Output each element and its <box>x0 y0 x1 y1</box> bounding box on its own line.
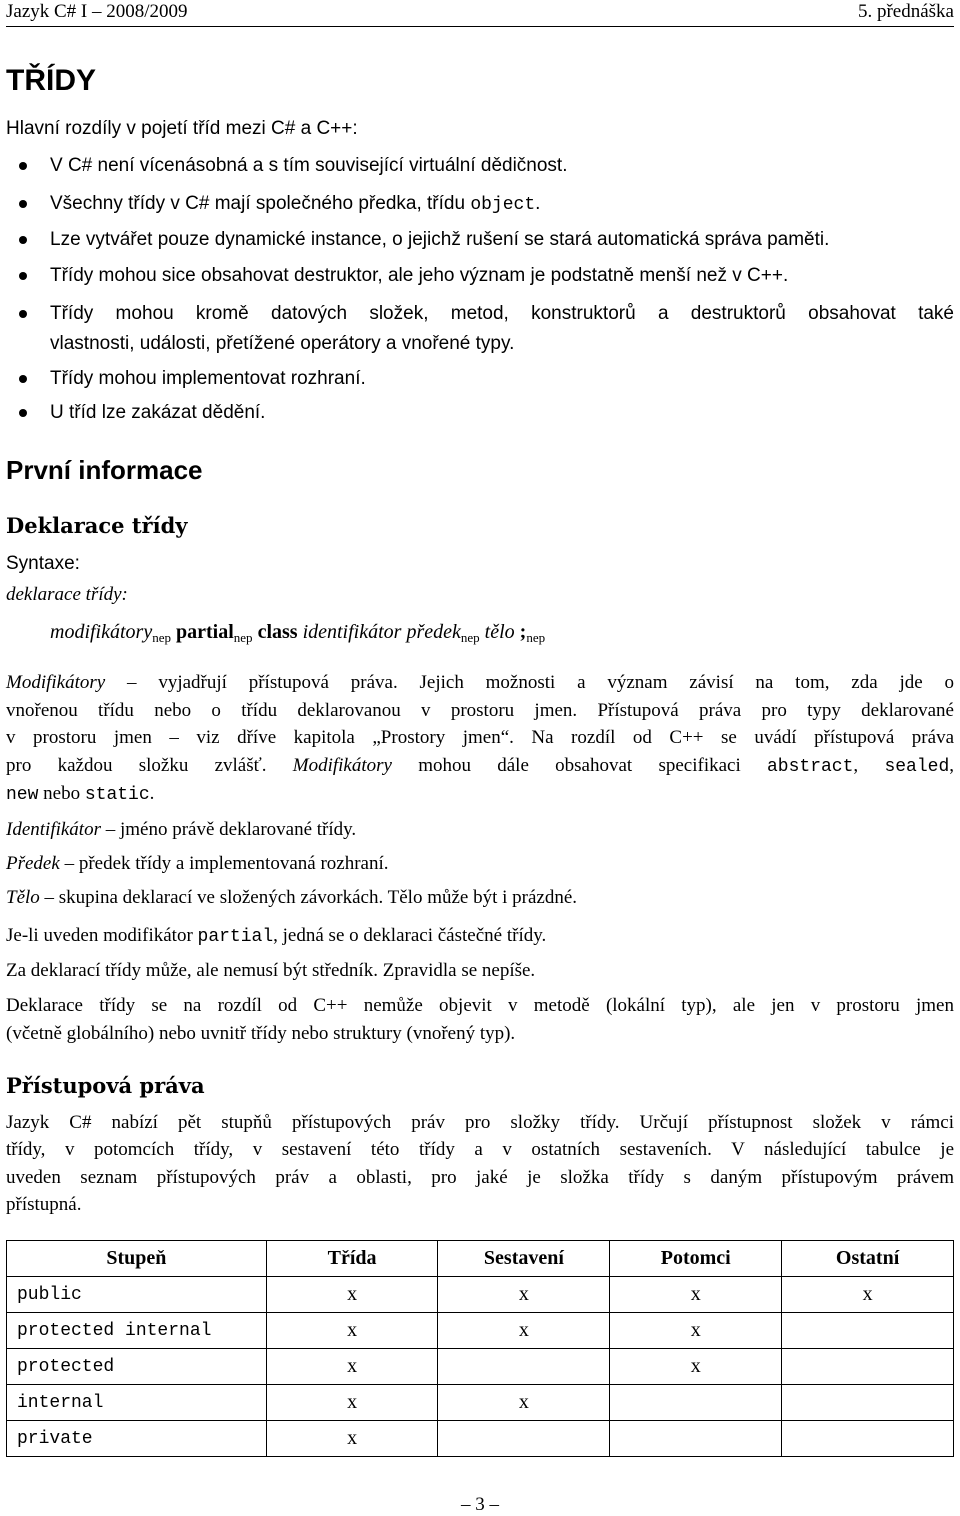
paragraph-line: new nebo static. <box>6 783 155 805</box>
bullet-icon <box>19 162 27 170</box>
table-cell <box>438 1421 610 1457</box>
semicolon-note: Za deklarací třídy může, ale nemusí být středník. Zpravidla se nepíše. <box>6 960 536 981</box>
list-item: U tříd lze zakázat dědění. <box>50 402 266 423</box>
list-item: Třídy mohou kromě datových složek, metod, konstruktorů a destruktorů obsahovat také <box>50 303 954 324</box>
paragraph-line: v prostoru jmen – viz dříve kapitola „Prostory jmen“. Na rozdíl od C++ se uvádí přístupová práva <box>6 727 954 748</box>
paragraph-line: třídy, v potomcích třídy, v sestavení této třídy a v ostatních sestaveních. V následující tabulce je <box>6 1139 954 1160</box>
paragraph-line: vnořenou třídu nebo o třídu deklarovanou v prostoru jmen. Přístupová práva pro typy deklarované <box>6 700 954 721</box>
paragraph-line: pro každou složku zvlášť. Modifikátory mohou dále obsahovat specifikaci abstract, sealed, <box>6 755 954 777</box>
syntax-label: Syntaxe: <box>6 553 80 574</box>
subsection-heading: Přístupová práva <box>6 1073 205 1098</box>
table-cell: x <box>610 1313 782 1349</box>
table-cell: x <box>266 1277 438 1313</box>
table-cell: x <box>266 1421 438 1457</box>
subsection-heading: Deklarace třídy <box>6 513 188 538</box>
list-item: Všechny třídy v C# mají společného předka, třídu object. <box>50 193 541 215</box>
table-cell: x <box>266 1349 438 1385</box>
table-row <box>7 1349 954 1385</box>
header-lecture: 5. přednáška <box>857 1 954 22</box>
body-definition: Tělo – skupina deklarací ve složených závorkách. Tělo může být i prázdné. <box>6 887 578 908</box>
page-header <box>6 0 954 27</box>
header-course: Jazyk C# I – 2008/2009 <box>6 1 188 22</box>
table-cell: x <box>610 1277 782 1313</box>
table-cell: x <box>782 1277 954 1313</box>
table-header-row <box>7 1241 954 1277</box>
access-level: protected internal <box>7 1313 267 1349</box>
section-heading: První informace <box>6 455 203 485</box>
paragraph-line: (včetně globálního) nebo uvnitř třídy nebo struktury (vnořený typ). <box>6 1023 516 1044</box>
bullet-icon <box>19 200 27 208</box>
table-row <box>7 1385 954 1421</box>
access-rights-table <box>6 1240 954 1457</box>
page-number: – 3 – <box>461 1494 499 1515</box>
paragraph-line: Jazyk C# nabízí pět stupňů přístupových práv pro složky třídy. Určují přístupnost složek v rámci <box>6 1112 954 1133</box>
column-header: Potomci <box>610 1241 782 1277</box>
table-cell <box>438 1349 610 1385</box>
chapter-title: TŘÍDY <box>6 64 96 97</box>
list-item: Lze vytvářet pouze dynamické instance, o jejichž rušení se stará automatická správa paměti. <box>50 229 830 250</box>
bullet-icon <box>19 272 27 280</box>
access-level: internal <box>7 1385 267 1421</box>
table-cell <box>782 1349 954 1385</box>
table-row <box>7 1313 954 1349</box>
partial-note: Je-li uveden modifikátor partial, jedná se o deklaraci částečné třídy. <box>6 925 547 947</box>
access-level: public <box>7 1277 267 1313</box>
intro-text: Hlavní rozdíly v pojetí tříd mezi C# a C++: <box>6 118 358 139</box>
table-cell: x <box>438 1385 610 1421</box>
bullet-icon <box>19 310 27 318</box>
table-cell <box>782 1313 954 1349</box>
table-row <box>7 1277 954 1313</box>
list-item: V C# není vícenásobná a s tím související virtuální dědičnost. <box>50 155 568 176</box>
table-cell: x <box>266 1385 438 1421</box>
table-cell: x <box>438 1313 610 1349</box>
table-cell: x <box>438 1277 610 1313</box>
table-cell: x <box>266 1313 438 1349</box>
column-header: Sestavení <box>438 1241 610 1277</box>
column-header: Stupeň <box>7 1241 267 1277</box>
column-header: Ostatní <box>782 1241 954 1277</box>
table-cell <box>782 1421 954 1457</box>
access-level: private <box>7 1421 267 1457</box>
base-definition: Předek – předek třídy a implementovaná rozhraní. <box>6 853 389 874</box>
syntax-production: modifikátory$_{nep}$ partial$_{nep}$ class identifikátor předek$_{nep}$ tělo $;_{nep}$ <box>50 621 546 645</box>
table-cell <box>610 1385 782 1421</box>
paragraph-line: Deklarace třídy se na rozdíl od C++ nemůže objevit v metodě (lokální typ), ale jen v prostoru jmen <box>6 995 954 1016</box>
paragraph-line: přístupná. <box>6 1194 82 1215</box>
list-item: Třídy mohou sice obsahovat destruktor, ale jeho význam je podstatně menší než v C++. <box>50 265 789 286</box>
identifier-definition: Identifikátor – jméno právě deklarované třídy. <box>6 819 357 840</box>
table-cell: x <box>610 1349 782 1385</box>
bullet-icon <box>19 409 27 417</box>
table-cell <box>782 1385 954 1421</box>
paragraph-line: Modifikátory – vyjadřují přístupová práva. Jejich možnosti a význam závisí na tom, zda jde o <box>6 672 954 693</box>
list-item-continuation: vlastnosti, události, přetížené operátory a vnořené typy. <box>50 333 515 354</box>
column-header: Třída <box>266 1241 438 1277</box>
table-cell <box>610 1421 782 1457</box>
bullet-icon <box>19 375 27 383</box>
syntax-rule-name: deklarace třídy: <box>6 584 128 605</box>
paragraph-line: uveden seznam přístupových práv a oblasti, pro jaké je složka třídy s daným přístupovým právem <box>6 1167 954 1188</box>
access-level: protected <box>7 1349 267 1385</box>
list-item: Třídy mohou implementovat rozhraní. <box>50 368 366 389</box>
table-row <box>7 1421 954 1457</box>
bullet-icon <box>19 236 27 244</box>
